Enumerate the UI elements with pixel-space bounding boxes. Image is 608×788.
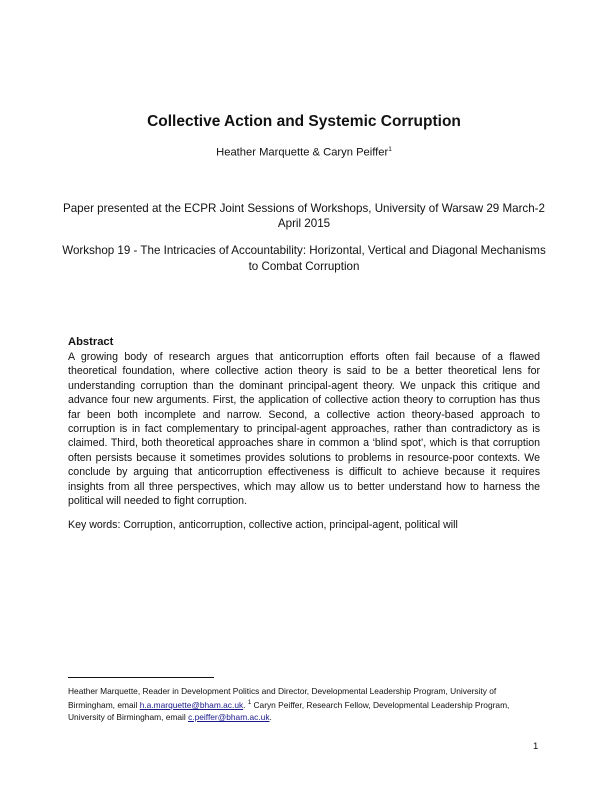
footnote-text-1: Heather Marquette, Reader in Development Politics and Director, Developmental Leadership Program, University of Birmingham, email (68, 686, 497, 710)
workshop-note: Workshop 19 - The Intricacies of Accountability: Horizontal, Vertical and Diagonal Mechanisms to Combat Corruption (62, 244, 546, 273)
footnote-text-3: Caryn Peiffer, Research Fellow, Developmental Leadership Program, University of Birmingham, email (68, 700, 510, 723)
page-number: 1 (533, 741, 539, 752)
keywords-line: Key words: Corruption, anticorruption, collective action, principal-agent, political will (68, 519, 458, 531)
author-names: Heather Marquette & Caryn Peiffer (216, 146, 389, 159)
email-link-peiffer[interactable]: c.peiffer@bham.ac.uk (188, 712, 270, 723)
email-link-marquette[interactable]: h.a.marquette@bham.ac.uk (139, 700, 244, 710)
abstract-text: A growing body of research argues that anticorruption efforts often fail because of a flawed theoretical foundation, where collective action theory is said to be a better theoretical lens for understanding corruption than the dominant principal-agent theory. We unpack this critique and advance four new arguments. First, the application of collective action theory to corruption has thus far been both incomplete and narrow. Second, a collective action theory-based approach to corruption is in fact complementary to principal-agent approaches, rather than contradictory as is claimed. Third, both theoretical approaches share in common a ‘blind spot’, which is that corruption often persists because it sometimes provides solutions to problems in resource-poor contexts. We conclude by arguing that anticorruption effectiveness is difficult to achieve because it requires insights from all three perspectives, which may allow us to better understand how to harness the political will needed to fight corruption. (68, 351, 540, 508)
author-footnote-mark: 1 (388, 146, 392, 153)
footnote (68, 685, 540, 723)
footnote-mark: 1 (247, 700, 252, 707)
footnote-divider (68, 677, 214, 678)
presentation-note: Paper presented at the ECPR Joint Sessions of Workshops, University of Warsaw 29 March-2 April 2015 (63, 202, 545, 230)
footnote-text-2: . (243, 700, 248, 710)
author-line (0, 146, 608, 159)
paper-title: Collective Action and Systemic Corruption (147, 113, 461, 130)
footnote-text-4: . (269, 712, 272, 723)
abstract-heading: Abstract (68, 336, 114, 348)
